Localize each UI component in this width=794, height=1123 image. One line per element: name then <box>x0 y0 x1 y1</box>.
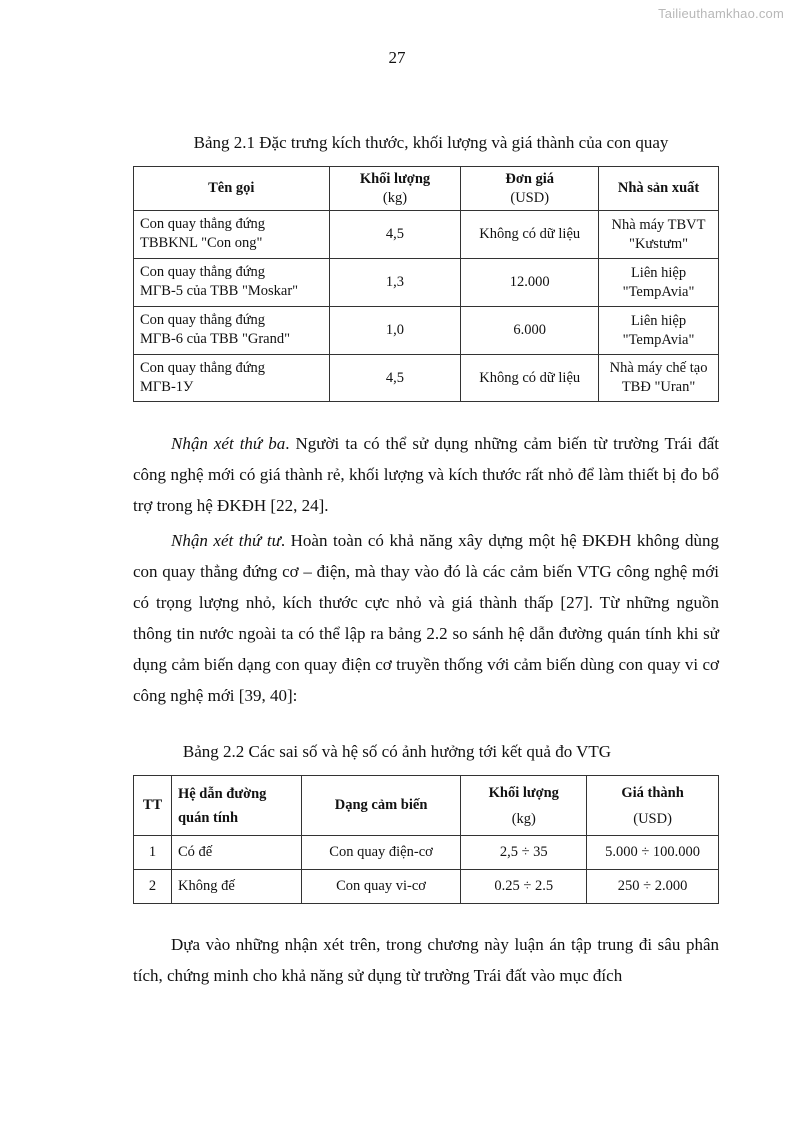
table2-header-row <box>134 776 719 836</box>
table1-cell-name: Con quay thẳng đứng MГB-6 của TBB "Grand" <box>134 307 330 355</box>
table1-header-name: Tên gọi <box>134 167 330 211</box>
paragraph-remark-3 <box>133 428 719 521</box>
table1-cell-maker: Nhà máy chế tạo TBĐ "Uran" <box>599 355 719 402</box>
table2-cell-cost: 5.000 ÷ 100.000 <box>587 836 719 870</box>
table-row <box>134 836 719 870</box>
table1-cell-maker: Liên hiệp "TempAvia" <box>599 259 719 307</box>
table2-header-cost: Giá thành (USD) <box>587 776 719 836</box>
table2-header-sensor: Dạng cảm biến <box>301 776 461 836</box>
table2 <box>133 775 719 904</box>
table1-cell-price: Không có dữ liệu <box>461 211 599 259</box>
table1-cell-price: Không có dữ liệu <box>461 355 599 402</box>
table1-header-price: Đơn giá (USD) <box>461 167 599 211</box>
watermark: Tailieuthamkhao.com <box>658 6 784 21</box>
table2-cell-mass: 0.25 ÷ 2.5 <box>461 870 587 904</box>
conclusion-text: Dựa vào những nhận xét trên, trong chương này luận án tập trung đi sâu phân tích, chứng minh cho khả năng sử dụng từ trường Trái đất vào mục đích <box>133 935 719 985</box>
table2-header-system: Hệ dẫn đường quán tính <box>171 776 301 836</box>
table1-cell-mass: 4,5 <box>329 211 461 259</box>
table1-cell-name: Con quay thẳng đứng TBBKNL "Con ong" <box>134 211 330 259</box>
table2-cell-mass: 2,5 ÷ 35 <box>461 836 587 870</box>
table1 <box>133 166 719 402</box>
paragraph-remark-4 <box>133 525 719 711</box>
table1-cell-name: Con quay thẳng đứng MГB-5 của TBB "Moskar" <box>134 259 330 307</box>
table2-cell-sensor: Con quay điện-cơ <box>301 836 461 870</box>
table1-cell-mass: 1,3 <box>329 259 461 307</box>
table2-header-mass: Khối lượng (kg) <box>461 776 587 836</box>
paragraph-conclusion <box>133 929 719 991</box>
remark-3-text: . Người ta có thể sử dụng những cảm biến từ trường Trái đất công nghệ mới có giá thành rẻ, khối lượng và kích thước rất nhỏ để làm thiết bị đo bổ trợ trong hệ ĐKĐH [22, 24]. <box>133 434 719 515</box>
table2-cell-system: Không đế <box>171 870 301 904</box>
table2-cell-tt: 1 <box>134 836 172 870</box>
table2-caption: Bảng 2.2 Các sai số và hệ số có ảnh hưởng tới kết quả đo VTG <box>182 742 612 761</box>
table2-header-tt: TT <box>134 776 172 836</box>
table2-cell-system: Có đế <box>171 836 301 870</box>
table-row <box>134 211 719 259</box>
table1-caption: Bảng 2.1 Đặc trưng kích thước, khối lượng và giá thành của con quay <box>193 133 669 152</box>
table1-cell-maker: Liên hiệp "TempAvia" <box>599 307 719 355</box>
table2-cell-cost: 250 ÷ 2.000 <box>587 870 719 904</box>
table1-cell-name: Con quay thẳng đứng MГB-1У <box>134 355 330 402</box>
table1-cell-price: 6.000 <box>461 307 599 355</box>
table-row <box>134 355 719 402</box>
remark-4-lead: Nhận xét thứ tư <box>171 531 281 550</box>
table1-cell-price: 12.000 <box>461 259 599 307</box>
table2-cell-sensor: Con quay vi-cơ <box>301 870 461 904</box>
table1-cell-mass: 1,0 <box>329 307 461 355</box>
table-row <box>134 870 719 904</box>
table1-cell-maker: Nhà máy TBVT "Kưstưm" <box>599 211 719 259</box>
table2-cell-tt: 2 <box>134 870 172 904</box>
table1-cell-mass: 4,5 <box>329 355 461 402</box>
remark-4-text: . Hoàn toàn có khả năng xây dựng một hệ ĐKĐH không dùng con quay thẳng đứng cơ – điện, mà thay vào đó là các cảm biến VTG công nghệ mới có trọng lượng nhỏ, kích thước cực nhỏ và giá thành thấp [27]. Từ những nguồn thông tin nước ngoài ta có thể lập ra bảng 2.2 so sánh hệ dẫn đường quán tính khi sử dụng cảm biến dạng con quay điện cơ truyền thống với cảm biến dùng con quay vi cơ công nghệ mới [39, 40]: <box>133 531 719 705</box>
table1-header-maker: Nhà sản xuất <box>599 167 719 211</box>
table-row <box>134 307 719 355</box>
table1-header-mass: Khối lượng (kg) <box>329 167 461 211</box>
remark-3-lead: Nhận xét thứ ba <box>171 434 286 453</box>
table1-header-row <box>134 167 719 211</box>
table-row <box>134 259 719 307</box>
page-number: 27 <box>388 48 406 67</box>
